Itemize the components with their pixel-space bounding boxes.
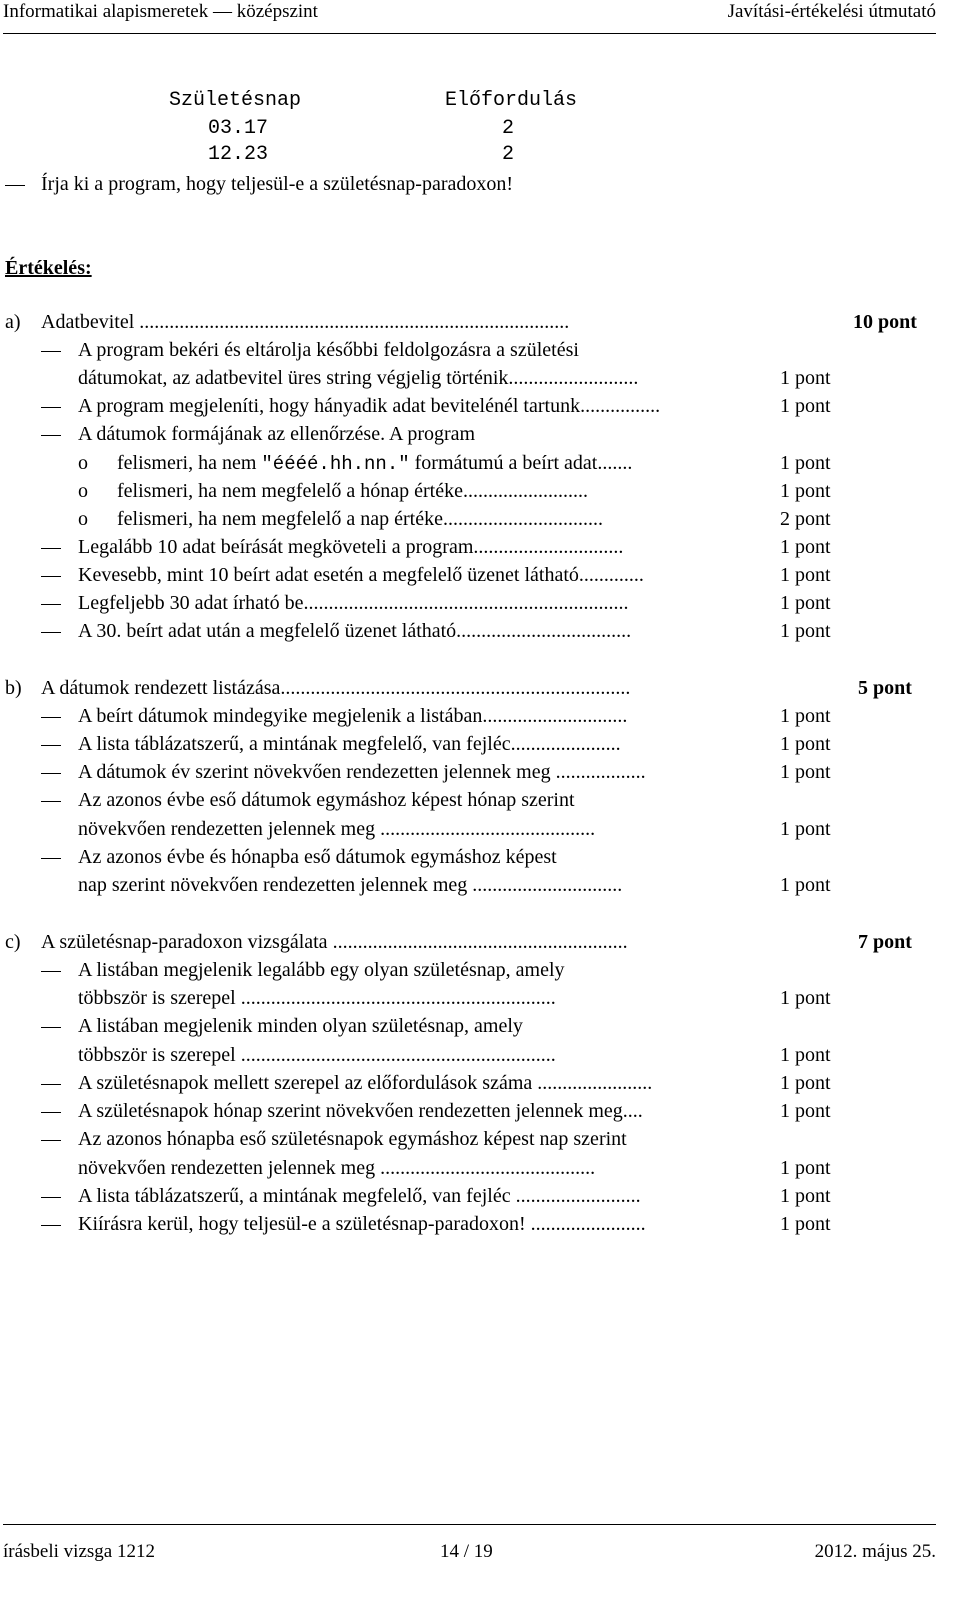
- dash-bullet: [41, 548, 61, 549]
- item-text: Kiírásra kerül, hogy teljesül-e a születésnap-paradoxon! .......................: [78, 1213, 646, 1235]
- item-points: 1 pont: [780, 620, 831, 642]
- item-points: 1 pont: [780, 874, 831, 896]
- header-right: Javítási-értékelési útmutató: [727, 1, 936, 22]
- item-points: 1 pont: [780, 1072, 831, 1094]
- item-text: Az azonos hónapba eső születésnapok egymáshoz képest nap szerint: [78, 1128, 627, 1150]
- item-points: 1 pont: [780, 1044, 831, 1066]
- section-b-label: b): [5, 677, 22, 699]
- item-text: A dátumok formájának az ellenőrzése. A program: [78, 423, 476, 445]
- item-text: A program megjeleníti, hogy hányadik adat bevitelénél tartunk................: [78, 395, 661, 417]
- dash-bullet: [41, 1225, 61, 1226]
- item-text: növekvően rendezetten jelennek meg ...........................................: [78, 1157, 596, 1179]
- item-text: A 30. beírt adat után a megfelelő üzenet látható...................................: [78, 620, 632, 642]
- dash-bullet: [41, 717, 61, 718]
- page-header: [0, 0, 960, 40]
- item-points: 1 pont: [780, 367, 831, 389]
- item-text: dátumokat, az adatbevitel üres string végjelig történik..........................: [78, 367, 639, 389]
- dash-bullet: [5, 185, 25, 186]
- dash-bullet: [41, 435, 61, 436]
- section-b-title: A dátumok rendezett listázása......................................................................: [41, 677, 631, 699]
- item-points: 1 pont: [780, 1185, 831, 1207]
- item-points: 1 pont: [780, 536, 831, 558]
- dash-bullet: [41, 858, 61, 859]
- footer-rule: [3, 1524, 936, 1525]
- item-points: 1 pont: [780, 1213, 831, 1235]
- page-number: 14 / 19: [440, 1541, 493, 1562]
- dash-bullet: [41, 1027, 61, 1028]
- dash-bullet: [41, 1197, 61, 1198]
- item-text: A listában megjelenik legalább egy olyan születésnap, amely: [78, 959, 565, 981]
- item-points: 1 pont: [780, 705, 831, 727]
- item-points: 1 pont: [780, 564, 831, 586]
- item-text: növekvően rendezetten jelennek meg ...........................................: [78, 818, 596, 840]
- item-points: 1 pont: [780, 480, 831, 502]
- dash-bullet: [41, 971, 61, 972]
- footer-date: 2012. május 25.: [814, 1541, 936, 1562]
- section-c-title: A születésnap-paradoxon vizsgálata ...........................................................: [41, 931, 628, 953]
- dash-bullet: [41, 1084, 61, 1085]
- item-points: 1 pont: [780, 1157, 831, 1179]
- table-cell-count: 2: [502, 117, 515, 140]
- table-header-birthday: Születésnap: [169, 89, 302, 112]
- item-text: Az azonos évbe és hónapba eső dátumok egymáshoz képest: [78, 846, 557, 868]
- header-rule: [3, 33, 936, 34]
- sub-bullet: o: [78, 452, 88, 474]
- item-points: 1 pont: [780, 761, 831, 783]
- table-header-occurrence: Előfordulás: [445, 89, 578, 112]
- item-text: A beírt dátumok mindegyike megjelenik a listában.............................: [78, 705, 628, 727]
- evaluation-heading: Értékelés:: [5, 257, 92, 279]
- item-points: 1 pont: [780, 1100, 831, 1122]
- dash-bullet: [41, 745, 61, 746]
- sub-bullet: o: [78, 480, 88, 502]
- sub-bullet: o: [78, 508, 88, 530]
- dash-bullet: [41, 773, 61, 774]
- footer-left: írásbeli vizsga 1212: [3, 1541, 155, 1562]
- item-points: 1 pont: [780, 733, 831, 755]
- item-points: 1 pont: [780, 987, 831, 1009]
- format-code: "éééé.hh.nn.": [261, 453, 410, 475]
- table-cell-date: 12.23: [208, 143, 269, 166]
- page-footer: [3, 1541, 936, 1571]
- item-text: felismeri, ha nem "éééé.hh.nn." formátumú a beírt adat.......: [117, 452, 633, 475]
- item-points: 2 pont: [780, 508, 831, 530]
- dash-bullet: [41, 1112, 61, 1113]
- section-a-points: 10 pont: [853, 311, 917, 333]
- section-a-label: a): [5, 311, 21, 333]
- section-c-label: c): [5, 931, 21, 953]
- item-text: A dátumok év szerint növekvően rendezetten jelennek meg ..................: [78, 761, 646, 783]
- item-points: 1 pont: [780, 452, 831, 474]
- dash-bullet: [41, 801, 61, 802]
- item-text: A lista táblázatszerű, a mintának megfelelő, van fejléc .........................: [78, 1185, 641, 1207]
- table-cell-count: 2: [502, 143, 515, 166]
- section-a-title: Adatbevitel ......................................................................................: [41, 311, 570, 333]
- dash-bullet: [41, 351, 61, 352]
- item-text: A születésnapok mellett szerepel az előfordulások száma .......................: [78, 1072, 653, 1094]
- item-text: nap szerint növekvően rendezetten jelennek meg ..............................: [78, 874, 623, 896]
- item-text: A születésnapok hónap szerint növekvően rendezetten jelennek meg....: [78, 1100, 643, 1122]
- dash-bullet: [41, 604, 61, 605]
- dash-bullet: [41, 576, 61, 577]
- item-text: A lista táblázatszerű, a mintának megfelelő, van fejléc......................: [78, 733, 621, 755]
- table-cell-date: 03.17: [208, 117, 269, 140]
- item-text: A listában megjelenik minden olyan születésnap, amely: [78, 1015, 523, 1037]
- section-c-points: 7 pont: [858, 931, 912, 953]
- item-text: felismeri, ha nem megfelelő a nap értéke................................: [117, 508, 603, 530]
- dash-bullet: [41, 1140, 61, 1141]
- item-text: Kevesebb, mint 10 beírt adat esetén a megfelelő üzenet látható.............: [78, 564, 644, 586]
- dash-bullet: [41, 632, 61, 633]
- dash-bullet: [41, 407, 61, 408]
- task-line: Írja ki a program, hogy teljesül-e a születésnap-paradoxon!: [41, 173, 514, 195]
- header-left: Informatikai alapismeretek — középszint: [3, 1, 318, 22]
- item-text: Legalább 10 adat beírását megköveteli a program..............................: [78, 536, 624, 558]
- section-b-points: 5 pont: [858, 677, 912, 699]
- item-text: A program bekéri és eltárolja későbbi feldolgozásra a születési: [78, 339, 579, 361]
- item-text: Az azonos évbe eső dátumok egymáshoz képest hónap szerint: [78, 789, 575, 811]
- item-text: felismeri, ha nem megfelelő a hónap értéke.........................: [117, 480, 588, 502]
- item-points: 1 pont: [780, 395, 831, 417]
- item-points: 1 pont: [780, 592, 831, 614]
- item-text: többször is szerepel ...............................................................: [78, 987, 556, 1009]
- item-text: többször is szerepel ...............................................................: [78, 1044, 556, 1066]
- item-text: Legfeljebb 30 adat írható be.................................................................: [78, 592, 629, 614]
- item-points: 1 pont: [780, 818, 831, 840]
